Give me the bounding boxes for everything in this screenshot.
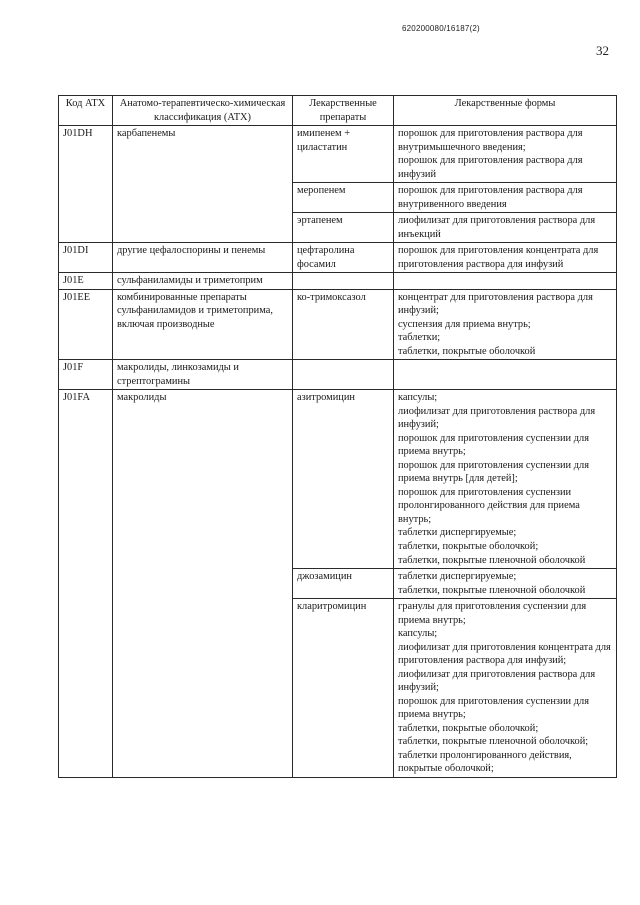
drug-cell: джозамицин	[293, 569, 394, 599]
atx-code-cell: J01F	[59, 360, 113, 390]
atx-classification-cell: другие цефалоспорины и пенемы	[113, 243, 293, 273]
atx-code-cell: J01DH	[59, 126, 113, 243]
table-header	[59, 96, 617, 126]
dosage-form-item: концентрат для приготовления раствора для инфузий;	[398, 291, 593, 317]
dosage-form-item: таблетки, покрытые пленочной оболочкой	[398, 584, 586, 596]
drug-cell: азитромицин	[293, 390, 394, 569]
dosage-form-item: порошок для приготовления суспензии для приема внутрь [для детей];	[398, 459, 589, 485]
dosage-form-item: таблетки, покрытые пленочной оболочкой;	[398, 736, 589, 748]
column-header-forms: Лекарственные формы	[394, 96, 617, 126]
drug-cell: кларитромицин	[293, 599, 394, 778]
dosage-form-item: лиофилизат для приготовления раствора для инфузий;	[398, 668, 596, 694]
atx-code-cell: J01EE	[59, 289, 113, 360]
dosage-form-item: порошок для приготовления раствора для внутривенного введения	[398, 185, 583, 210]
table-row	[59, 273, 617, 290]
table-row	[59, 360, 617, 390]
drug-cell	[293, 360, 394, 390]
atx-classification-cell: сульфаниламиды и триметоприм	[113, 273, 293, 290]
dosage-form-item: таблетки диспергируемые;	[398, 571, 517, 583]
drug-cell	[293, 273, 394, 290]
table-row	[59, 289, 617, 360]
column-header-classification: Анатомо-терапевтическо-химическая классификация (ATX)	[113, 96, 293, 126]
dosage-form-item: порошок для приготовления суспензии пролонгированного действия для приема внутрь;	[398, 486, 580, 525]
drug-cell: меропенем	[293, 183, 394, 213]
dosage-form-item: порошок для приготовления суспензии для приема внутрь;	[398, 695, 589, 721]
dosage-form-item: таблетки, покрытые оболочкой;	[398, 540, 539, 552]
atx-code-cell: J01DI	[59, 243, 113, 273]
dosage-form-item: таблетки диспергируемые;	[398, 527, 517, 539]
dosage-forms-cell	[394, 273, 617, 290]
dosage-forms-cell	[394, 360, 617, 390]
atx-code-cell: J01FA	[59, 390, 113, 777]
atx-classification-cell: комбинированные препараты сульфаниламидов и триметоприма, включая производные	[113, 289, 293, 360]
dosage-form-item: капсулы;	[398, 628, 438, 640]
dosage-forms-cell	[394, 599, 617, 778]
dosage-forms-cell	[394, 390, 617, 569]
dosage-forms-cell	[394, 243, 617, 273]
drug-cell: цефтаролина фосамил	[293, 243, 394, 273]
dosage-forms-cell	[394, 183, 617, 213]
atx-classification-cell: макролиды	[113, 390, 293, 777]
dosage-forms-cell	[394, 213, 617, 243]
table-header-row	[59, 96, 617, 126]
dosage-form-item: суспензия для приема внутрь;	[398, 318, 531, 330]
dosage-form-item: порошок для приготовления раствора для инфузий	[398, 155, 583, 180]
dosage-forms-cell	[394, 569, 617, 599]
dosage-form-item: лиофилизат для приготовления концентрата для приготовления раствора для инфузий;	[398, 641, 611, 667]
dosage-form-item: лиофилизат для приготовления раствора для инъекций	[398, 215, 596, 240]
dosage-form-item: таблетки, покрытые пленочной оболочкой	[398, 554, 586, 566]
drug-cell: эртапенем	[293, 213, 394, 243]
table-row	[59, 126, 617, 183]
dosage-forms-cell	[394, 126, 617, 183]
document-id: 620200080/16187(2)	[402, 24, 480, 33]
column-header-code: Код ATX	[59, 96, 113, 126]
dosage-forms-cell	[394, 289, 617, 360]
column-header-drugs: Лекарственные препараты	[293, 96, 394, 126]
dosage-form-item: таблетки пролонгированного действия, покрытые оболочкой;	[398, 749, 572, 775]
dosage-form-item: таблетки;	[398, 332, 441, 344]
table-body	[59, 126, 617, 778]
dosage-form-item: лиофилизат для приготовления раствора для инфузий;	[398, 405, 596, 431]
atx-classification-cell: макролиды, линкозамиды и стрептограмины	[113, 360, 293, 390]
atx-code-cell: J01E	[59, 273, 113, 290]
dosage-form-item: порошок для приготовления суспензии для приема внутрь;	[398, 432, 589, 458]
drug-cell: ко-тримоксазол	[293, 289, 394, 360]
dosage-form-item: таблетки, покрытые оболочкой	[398, 345, 536, 357]
dosage-form-item: порошок для приготовления концентрата для приготовления раствора для инфузий	[398, 245, 599, 270]
dosage-form-item: порошок для приготовления раствора для внутримышечного введения;	[398, 128, 583, 153]
dosage-form-item: гранулы для приготовления суспензии для приема внутрь;	[398, 601, 587, 626]
table-row	[59, 243, 617, 273]
dosage-form-item: таблетки, покрытые оболочкой;	[398, 722, 539, 734]
atx-table	[58, 95, 617, 778]
drug-cell: имипенем + циластатин	[293, 126, 394, 183]
page-number: 32	[596, 43, 609, 58]
dosage-form-item: капсулы;	[398, 392, 438, 404]
atx-classification-cell: карбапенемы	[113, 126, 293, 243]
table-row	[59, 390, 617, 569]
